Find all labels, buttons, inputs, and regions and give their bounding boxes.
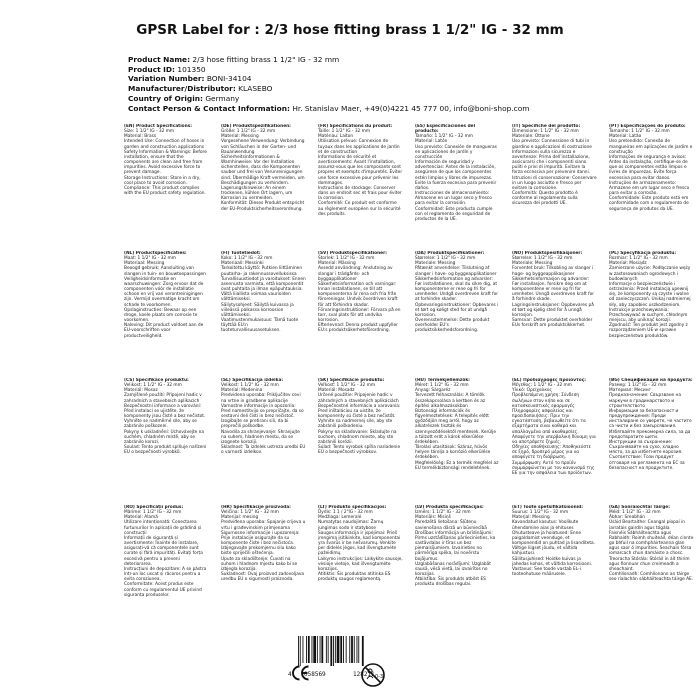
section-line: Påtænkt anvendelse: Tilslutning af slanger i have- og byggeapplikationer	[415, 266, 497, 277]
section-heading: (SK) Špecifikácie produktu:	[318, 378, 385, 383]
section-heading: (SL) Specifikacija izdelka:	[221, 378, 284, 383]
section-line: Bezpečnostní informace a varování: Před instalací se ujistěte, že komponenty jsou čisté a bez nečistot. Vyhněte se nadměrné síle, aby se zabránilo poškození.	[124, 403, 206, 430]
section-line: Safety Information & Warnings: Before installation, ensure that the components are clean and free from impurities. Avoid excessive force to prevent damage.	[124, 149, 207, 176]
section-line: Soulad: Tento produkt splňuje nařízení EU o bezpečnosti výrobků.	[124, 445, 207, 456]
language-section	[512, 124, 597, 241]
barcode-bar	[306, 636, 307, 663]
section-line: Izmērs: 1 1/2" IG - 32 mm	[415, 510, 471, 516]
section-line: Dimensione: 1 1/2" IG - 32 mm	[512, 129, 579, 135]
section-line: Materiāls: Misiņš	[415, 515, 451, 521]
section-line: Instructions de stockage: Conserver dans un endroit sec et frais pour éviter la corrosion.	[318, 185, 402, 202]
section-heading: (LV) Produkta specifikācijas:	[415, 505, 484, 510]
language-section	[318, 251, 403, 368]
barcode-bar	[328, 636, 329, 663]
section-line: Zgodność: Ten produkt jest zgodny z rozporządzeniem UE w sprawie bezpieczeństwa produktów.	[609, 323, 688, 339]
section-line: Sikkerhetsinformasjon og advarsler: Før installasjon, forsikre deg om at komponentene er rene og fri for urenheter. Unngå overdreven kraft for å forhindre skade.	[512, 276, 594, 303]
section-line: Ábhar: Sreabhán	[609, 515, 646, 521]
section-line: Materiál: Mosaz	[124, 388, 158, 394]
language-sections-grid	[124, 124, 700, 622]
section-line: Materiaal: Messing	[124, 261, 165, 267]
section-line: Storlek: 1 1/2" IG - 32 mm	[318, 256, 375, 262]
section-line: Συμμόρφωση: Αυτό το προϊόν συμμορφώνεται με τον κανονισμό της ΕΕ για την ασφάλεια των προϊόντων.	[512, 460, 595, 476]
section-line: Megfelelőség: Ez a termék megfelel az EU termékbiztonsági rendeletének.	[415, 460, 499, 471]
info-row	[128, 74, 688, 84]
section-line: Uso previsto: Conexión de mangueras en aplicaciones de jardín y construcción	[415, 144, 497, 160]
section-line: Rozmiar: 1 1/2" IG - 32 mm	[609, 256, 668, 262]
section-line: Tamanho: 1 1/2" IG - 32 mm	[609, 129, 670, 135]
section-line: Conformidade: Este produto está em conformidade com o regulamento de segurança de produtos da UE.	[609, 196, 689, 212]
section-line: Uso previsto: Connessione di tubi in giardino e applicazioni di costruzione	[512, 139, 592, 150]
section-line: Navodila za shranjevanje: Shranjujte na suhem, hladnem mestu, da se izognete koroziji.	[221, 429, 300, 445]
section-line: Drošības informācija un brīdinājumi: Pirms uzstādīšanas pārliecinieties, ka sastāvdaļas ir tīras un bez piemaisījumiem. Izvairieties no pārmērīga spēka, lai novērstu bojājumus.	[415, 530, 496, 562]
info-value: KLASEBO	[238, 84, 273, 94]
section-line: Material: Messing	[221, 134, 259, 140]
section-line: Treoracha Stórála: Stóráil in áit thirim agus fionnuar chun creimeadh a sheachaint.	[609, 556, 690, 572]
barcode-bar	[349, 636, 350, 663]
language-section	[415, 378, 500, 495]
section-line: Vorgesehene Verwendung: Verbindung von Schläuchen in der Garten- und Bauanwendung	[221, 139, 305, 155]
section-heading: (SV) Produktspecifikationer:	[318, 251, 387, 256]
info-row	[128, 55, 688, 65]
section-heading: (BG) Спецификация на продукта:	[609, 378, 693, 383]
section-line: Uzglabāšanas norādījumi: Uzglabāt sausā, vēsā vietā, lai izvairītos no korozijas.	[415, 561, 491, 578]
section-line: Forventet bruk: Tilkobling av slanger i hage- og byggeapplikasjoner	[512, 266, 594, 277]
section-line: Materjal: Messing	[512, 515, 550, 521]
section-heading: (EN) Product Specifications:	[124, 124, 192, 129]
section-line: Maat: 1 1/2" IG - 32 mm	[124, 256, 176, 262]
info-label: Variation Number:	[128, 74, 205, 84]
section-line: Materiał: Mosiądz	[609, 261, 647, 267]
section-line: Lagerungshinweise: An einem trockenen, kühlen Ort lagern, um Korrosion zu vermeiden.	[221, 185, 293, 202]
section-line: Varnostne informacije in opozorila: Pred namestitvijo se prepričajte, da so sestavni deli čisti in brez nečistoč. Izogibajte se pretirani sili, da bi preprečili poškodbe.	[221, 403, 304, 430]
info-value: 2/3 hose fitting brass 1 1/2" IG - 32 mm	[192, 55, 340, 64]
section-line: Vastavus: See toode vastab EL-i tooteohutuse määrusele.	[512, 566, 581, 578]
section-line: Съответствие: Този продукт отговаря на регламента на ЕС за безопасност на продуктите.	[609, 455, 685, 471]
section-line: Tárolási utasítások: Száraz, hűvös helyen tárolja a korrózió elkerülése érdekében.	[415, 445, 491, 461]
section-line: Zamierzone użycie: Podłączanie węży w zastosowaniach ogrodowych i budowlanych	[609, 266, 691, 282]
info-value: BONI-34104	[206, 74, 252, 84]
section-line: Materiál: Mosadz	[318, 388, 355, 394]
section-line: Størrelse: 1 1/2" IG - 32 mm	[512, 256, 573, 262]
section-line: Laikymo instrukcijos: Laikykite sausoje, vėsioje vietoje, kad išvengtumėte korozijos.	[318, 556, 403, 572]
section-line: Veličina: 1 1/2" IG - 32 mm	[221, 510, 279, 516]
section-line: Skladnost: Ta izdelek ustreza uredbi EU o varnosti izdelkov.	[221, 445, 306, 456]
barcode-bar	[357, 636, 358, 663]
section-line: Utilisation prévue: Connexion de tuyaux dans les applications de jardin et de construction	[318, 139, 400, 155]
section-line: Conformidad: Este producto cumple con el reglamento de seguridad de productos de la UE.	[415, 206, 493, 222]
section-line: Saugos informacija ir įspėjimai: Prieš įrengimą įsitikinkite, kad komponentai yra švarūs ir be nešvarumų. Venkite per didelės jėgos, kad išvengtumėte pažeidimų.	[318, 530, 401, 557]
section-line: Προβλεπόμενη χρήση: Σύνδεση σωλήνων στον κήπο και σε κατασκευαστικές εφαρμογές	[512, 393, 580, 409]
info-row	[128, 65, 688, 75]
section-line: Tamaño: 1 1/2" IG - 32 mm	[415, 134, 473, 140]
section-heading: (ES) Especificaciones del producto:	[415, 124, 476, 135]
section-line: Veľkosť: 1 1/2" IG - 32 mm	[318, 383, 376, 389]
info-row	[128, 84, 688, 94]
language-section	[609, 378, 694, 495]
section-line: Ohutusteave ja hoiatused: Enne paigaldamist veenduge, et komponendid on puhtad ja lisanditeta. Vältige liigset jõudu, et vältida kahjustusi.	[512, 530, 596, 557]
info-value: Germany	[205, 93, 240, 103]
section-line: Efterlevnad: Denna produkt uppfyller EU:s produktsäkerhetsförordning.	[318, 323, 398, 334]
language-section	[221, 124, 306, 241]
barcode-bar	[320, 636, 321, 663]
section-line: Overensstemmelse: Dette produkt overholder EU's produktsikkerhedsforordning.	[415, 318, 490, 334]
section-heading: (PL) Specyfikacja produktu:	[609, 251, 677, 256]
info-label: Country of Origin:	[128, 93, 203, 103]
section-heading: (RO) Specificații produs:	[124, 505, 184, 510]
barcode-bar	[330, 636, 332, 666]
section-line: Material: Latón	[415, 139, 448, 145]
section-line: Materiale: Ottone	[512, 134, 550, 140]
info-label: Contact Person & Contact Information:	[128, 103, 290, 113]
section-line: Informații de siguranță și avertismente: Înainte de instalare, asigurați-vă că componentele sunt curate și fără impurități. Evitați forța excesivă pentru a preveni deteriorarea.	[124, 535, 203, 567]
section-line: Určené použitie: Pripojenie hadíc v záhradných a stavebných aplikáciách	[318, 393, 399, 404]
language-section	[124, 251, 209, 368]
info-label: Manufacturer/Distributor:	[128, 84, 236, 94]
language-section	[609, 505, 694, 622]
section-line: Size: 1 1/2" IG - 32 mm	[124, 129, 175, 135]
section-line: Información de seguridad y advertencias: Antes de la instalación, asegúrese de que los componentes estén limpios y libres de impurezas. Evite la fuerza excesiva para prevenir daños.	[415, 160, 497, 191]
section-heading: (IT) Specifiche del prodotto:	[512, 124, 581, 129]
svg-text:0-3: 0-3	[375, 674, 384, 680]
language-section	[609, 251, 694, 368]
language-section	[221, 251, 306, 368]
section-line: Turvallisuustiedot ja varoitukset: Ennen asennusta varmista, että komponentit ovat puhtaita ja ilman epäpuhtauksia. Vältä liiallista voimaa vaurioiden välttämiseksi.	[221, 276, 306, 303]
language-section	[221, 505, 306, 622]
section-heading: (NL) Productspecificaties:	[124, 251, 187, 256]
section-heading: (PT) Especificações do produto:	[609, 124, 686, 129]
section-line: Conformitate: Acest produs este conform cu regulamentul UE privind siguranța produselor.	[124, 582, 202, 598]
language-section	[415, 124, 500, 241]
section-line: Säilitusjuhised: Hoidke kuivas ja jahedas kohas, et vältida korrosiooni.	[512, 556, 593, 567]
barcode-bar	[354, 636, 355, 663]
language-section	[318, 378, 403, 495]
section-line: Material: Latão	[609, 134, 642, 140]
section-line: Numatytas naudojimas: Žarnų jungimas sodo ir statybose	[318, 520, 384, 531]
section-line: Biztonsági információk és figyelmeztetések: A telepítés előtt győződjön meg arról, hogy az alkatrészek tiszták és szennyeződésektől mentesek. Kerülje a túlzott erőt a károk elkerülése érdekében.	[415, 408, 497, 445]
section-heading: (DA) Produktspecifikationer:	[415, 251, 485, 256]
section-line: Materiale: Messing	[415, 261, 456, 267]
barcode-left-group: 058569	[304, 671, 326, 678]
section-line: Faisnéis Sábháilteachta agus Rabhaidh: Roimh shuiteáil, déan cinnte go bhfuil na comhpháirteanna glan agus saor ó impurities. Seachain fórsa iomarcach chun damáiste a chosc.	[609, 530, 694, 557]
info-row	[128, 104, 688, 114]
section-line: Информация за безопасност и предупреждения: Преди инсталиране се уверете, че частите са чисти и без замърсявания. Избягвайте прекомерна сила, за да предотвратите щети.	[609, 408, 692, 440]
section-line: Sigurnosne informacije i upozorenja: Prije instalacije osigurajte da su komponente čiste i bez nečistoća. Izbjegavajte prekomjernu silu kako biste spriječili oštećenja.	[221, 530, 300, 557]
language-section	[318, 124, 403, 241]
section-heading: (FI) Tuotetiedot:	[221, 251, 261, 256]
section-line: Οδηγίες αποθήκευσης: Αποθηκεύστε σε ξηρό, δροσερό μέρος για να αποφύγετε τη διάβρωση.	[512, 445, 591, 461]
section-line: Méret: 1 1/2" IG - 32 mm	[415, 383, 469, 389]
barcode-bar	[340, 636, 342, 663]
section-line: Naleving: Dit product voldoet aan de EU-voorschriften voor productveiligheid.	[124, 323, 204, 339]
section-line: Material: Brass	[124, 134, 157, 140]
barcode-bar	[312, 636, 313, 663]
section-line: Comhlíonadh: Comhlíonann an táirge seo rialachán sábháilteachta táirge AE.	[609, 572, 694, 583]
info-value: 101350	[177, 64, 206, 74]
language-section	[512, 505, 597, 622]
label-title: GPSR Label for : 2/3 hose fitting brass 1 1/2" IG - 32 mm	[136, 22, 564, 38]
section-line: Förvaringsinstruktioner: Förvara på en torr, sval plats för att undvika korrosion.	[318, 307, 401, 324]
section-line: Инструкции за съхранение: Съхранявайте на сухо, хладно място, за да избегнете корозия.	[609, 439, 683, 456]
section-heading: (EL) Προδιαγραφές προϊόντος:	[512, 378, 586, 383]
language-section	[318, 505, 403, 622]
section-line: Samsvar: Dette produktet overholder EUs forskrift om produktsikkerhet.	[512, 318, 593, 329]
section-line: Avsedd användning: Anslutning av slangar i trädgårds- och byggapplikationer	[318, 266, 393, 282]
section-line: Velikost: 1 1/2" IG - 32 mm	[124, 383, 182, 389]
section-heading: (HR) Specifikacije proizvoda:	[221, 505, 291, 510]
section-line: Konformität: Dieses Produkt entspricht der EU-Produktsicherheitsverordnung.	[221, 201, 305, 212]
section-line: Informazioni sulla sicurezza e avvertenze: Prima dell'installazione, assicurarsi che i componenti siano puliti e privi di impurità. Evitare la forza eccessiva per prevenire danni.	[512, 149, 591, 176]
section-line: Zamýšlené použití: Připojení hadic v zahradních a stavebních aplikacích	[124, 393, 202, 404]
barcode-bar	[335, 636, 336, 663]
barcode-bar	[303, 636, 304, 663]
barcode-bar	[308, 636, 310, 663]
section-line: Säkerhetsinformation och varningar: Innan installationen, se till att komponenterna är rena och fria från föroreningar. Undvik överdriven kraft för att förhindra skador.	[318, 281, 398, 308]
section-line: Tervezett felhasználás: A tömlők összekapcsolása a kertben és az építési alkalmazásokban	[415, 393, 486, 409]
section-heading: (NO) Produktspesifikasjoner:	[512, 251, 583, 256]
section-line: Material: Medenina	[221, 388, 263, 394]
section-line: Materiaali: Messinki	[221, 261, 264, 267]
section-line: Υλικό: Ορείχαλκος	[512, 388, 553, 394]
language-section	[609, 124, 694, 241]
section-line: Instrukcje przechowywania: Przechowywać w suchym, chłodnym miejscu, aby uniknąć korozji.	[609, 307, 688, 324]
section-line: Beoogd gebruik: Aansluiting van slangen in tuin- en bouwtoepassingen	[124, 266, 206, 277]
section-line: Instrucțiuni de depozitare: A se păstra într-un loc uscat și răcoros pentru a evita coroziunea.	[124, 566, 207, 583]
section-heading: (GA) Sonraíochtaí Táirge:	[609, 505, 670, 510]
section-line: Размер: 1 1/2" IG - 32 mm	[609, 383, 667, 389]
section-line: Úsáid Beartaithe: Ceangal píopaí in iarratais gairdín agus tógála	[609, 520, 685, 531]
section-heading: (ET) Toote spetsifikatsioonid:	[512, 505, 583, 510]
section-line: Vaatimustenmukaisuus: Tämä tuote täyttää EU:n tuoteturvallisuusasetuksen.	[221, 318, 299, 334]
section-line: Méid: 1 1/2" IG - 32 mm	[609, 510, 661, 516]
section-line: Dydis: 1 1 / 2"IG - 32 mm	[318, 510, 373, 516]
section-line: Pokyny k uskladnění: Uchovávejte na suchém, chladném místě, aby se zabránilo korozi.	[124, 429, 204, 445]
section-line: Größe: 1 1/2" IG - 32 mm	[221, 129, 276, 135]
section-line: Paredzētā lietošana: Šļūteņu savienošana dārzā un būvniecībā	[415, 520, 487, 531]
section-heading: (HU) Termékjellemzők:	[415, 378, 470, 383]
section-line: Материал: Месинг	[609, 388, 651, 394]
section-line: Opslaginstructies: Bewaar op een droge, koele plaats om corrosie te voorkomen.	[124, 307, 198, 324]
section-line: Informations de sécurité et avertissements: Avant l'installation, assurez-vous que les composants sont propres et exempts d'impuretés. Éviter une force excessive pour prévenir les dommages.	[318, 154, 403, 186]
section-line: Bezpečnostné informácie a varovania: Pred inštaláciou sa uistite, že komponenty sú čisté a bez nečistôt. Vyhnite sa nadmernej sile, aby ste zabránili poškodeniu.	[318, 403, 401, 430]
product-info	[128, 55, 688, 113]
section-line: Materiale: Messing	[512, 261, 553, 267]
barcode-bar	[343, 636, 344, 663]
barcode-first-digit: 4	[288, 671, 292, 678]
section-line: Upute za skladištenje: Čuvati na suhom i hladnom mjestu kako bi se izbjegla korozija.	[221, 556, 298, 572]
section-line: Material: Mässing	[318, 261, 356, 267]
section-line: Kavandatud kasutus: Voolikute ühendamine aias ja ehituses	[512, 520, 579, 531]
info-value: Hr. Stanislav Maer, +49(0)4221 45 777 00, info@boni-shop.com	[292, 103, 530, 113]
section-line: Materijal: mesing	[221, 515, 259, 521]
section-line: Suurus: 1 1/2" IG - 32 mm	[512, 510, 569, 516]
section-line: Istruzioni di conservazione: Conservare in un luogo asciutto e fresco per evitare la corrosione.	[512, 175, 597, 191]
section-line: Atitiktis: Šis produktas atitinka ES produktų saugos reglamentą.	[318, 572, 391, 583]
barcode-bar	[346, 636, 347, 663]
section-heading: (DE) Produktspezifikationen:	[221, 124, 291, 129]
section-line: Intended Use: Connection of hoses in garden and construction applications	[124, 139, 205, 150]
barcode-bar	[326, 636, 327, 663]
section-line: Sicherheitsinformationen & Warnhinweise: Vor der Installation sicherstellen, dass die Komponenten sauber und frei von Verunreinigungen sind. Übermäßige Kraft vermeiden, um Beschädigungen zu verhindern.	[221, 154, 305, 186]
section-line: Conformità: Questo prodotto è conforme al regolamento sulla sicurezza dei prodotti UE.	[512, 191, 578, 207]
language-section	[124, 505, 209, 622]
section-line: Tarkoitettu käyttö: Putkien liittäminen puutarha- ja rakennussovelluksissa	[221, 266, 303, 277]
language-section	[512, 251, 597, 368]
section-line: Instrucciones de almacenamiento: Almacene en un lugar seco y fresco para evitar la corrosión.	[415, 191, 492, 207]
section-line: Предназначение: Свързване на маркучи в градинарството и строителството	[609, 393, 681, 409]
language-section	[124, 378, 209, 495]
info-label: Product ID:	[128, 64, 176, 74]
barcode-bar	[313, 636, 316, 663]
section-line: Veiligheidsinformatie en waarschuwingen: Zorg ervoor dat de componenten vóór de installatie schoon en vrij van verontreinigingen zijn. Vermijd overmatige kracht om schade te voorkomen.	[124, 276, 204, 308]
barcode-bar	[333, 636, 334, 666]
section-line: Conformité: Ce produit est conforme au règlement européen sur la sécurité des produits.	[318, 201, 401, 217]
info-label: Product Name:	[128, 55, 191, 64]
section-line: Πληροφορίες ασφαλείας και προειδοποιήσεις: Πριν την εγκατάσταση, βεβαιωθείτε ότι τα εξαρτήματα είναι καθαρά και απαλλαγμένα από ακαθαρσίες. Αποφύγετε την υπερβολική δύναμη για να αποτρέψετε ζημιές.	[512, 408, 596, 445]
barcode-bar	[351, 636, 353, 663]
language-section	[415, 505, 500, 622]
section-line: Säilytysohjeet: Säilytä kuivassa ja viileässä paikassa korroosion välttämiseksi.	[221, 302, 294, 318]
section-line: Mărime: 1 1/2" IG - 32 mm	[124, 510, 182, 516]
section-line: Compliance: This product complies with the EU product safety regulation.	[124, 185, 206, 197]
section-line: Taille: 1 1/2" IG - 32 mm	[318, 129, 371, 135]
barcode-bar	[317, 636, 318, 663]
section-heading: (FR) Spécifications du produit:	[318, 124, 393, 129]
section-line: Predvidena uporaba: Priključitev cevi na vrtne in gradbene aplikacije	[221, 393, 301, 404]
section-line: Μέγεθος: 1 1/2" IG - 32 mm	[512, 383, 572, 389]
section-line: Storage Instructions: Store in a dry, cool place to avoid corrosion.	[124, 175, 201, 186]
section-heading: (CS) Specifikace produktu:	[124, 378, 189, 383]
section-line: Medžiaga: Lemeralė	[318, 515, 362, 521]
section-line: Pokyny na skladovanie: Skladujte na suchom, chladnom mieste, aby ste zabránili korózii.	[318, 429, 397, 445]
section-line: Opbevaringsinstruktioner: Opbevares i et tørt og køligt sted for at undgå korrosion.	[415, 302, 499, 318]
section-line: Velikost: 1 1/2" IG - 32 mm	[221, 383, 279, 389]
section-line: Material: Alamă	[124, 515, 158, 521]
section-line: Súlad: Tento výrobok spĺňa nariadenie EÚ o bezpečnosti výrobkov.	[318, 445, 401, 456]
ce-mark-icon	[290, 662, 312, 684]
barcode-bar	[337, 636, 340, 663]
barcode-bar	[358, 636, 359, 663]
language-section	[124, 124, 209, 241]
language-section	[221, 378, 306, 495]
section-line: Anyag: Sárgaréz	[415, 388, 451, 394]
section-line: Informacje o bezpieczeństwie i ostrzeżenia: Przed instalacją upewnij się, że komponenty są czyste i wolne od zanieczyszczeń. Unikaj nadmiernej siły, aby zapobiec uszkodzeniom.	[609, 281, 691, 308]
section-line: Uso pretendido: Conexão de mangueiras em aplicações de jardim e construção	[609, 139, 693, 155]
language-section	[512, 378, 597, 495]
section-line: Atbilstība: Šis produkts atbilst ES produktu drošības regulai.	[415, 577, 486, 588]
section-line: Lagringsinstruksjoner: Oppbevares på et tørt og kjølig sted for å unngå korrosjon.	[512, 302, 594, 318]
barcode-right-group: 128211	[353, 671, 375, 678]
section-heading: (LT) Produkto specifikacijos:	[318, 505, 387, 510]
section-line: Instruções de armazenamento: Armazene em um lugar seco e fresco para evitar a corrosão.	[609, 180, 690, 197]
no-children-under-3-icon	[360, 662, 386, 688]
section-line: Sikkerhedsinformation og advarsler: Før installationen, skal du sikre dig, at komponenterne er rene og fri for urenheder. Undgå overdreven kraft for at forhindre skader.	[415, 276, 499, 303]
section-line: Predviđena uporaba: Spajanje crijeva u vrtu i građevinskim primjenama	[221, 520, 306, 531]
barcode-bar	[321, 636, 323, 663]
section-line: Matériau: Laiton	[318, 134, 354, 140]
info-row	[128, 94, 688, 104]
language-section	[415, 251, 500, 368]
section-line: Størrelse: 1 1/2" IG - 32 mm	[415, 256, 476, 262]
section-line: Utilizare intenționată: Conectarea furtunurilor în aplicații de grădină și construcții	[124, 520, 202, 536]
section-line: Informações de segurança e avisos: Antes da instalação, certifique-se de que os componentes estão limpos e livres de impurezas. Evite força excessiva para evitar danos.	[609, 154, 688, 181]
section-line: Sukladnost: Ovaj proizvod zadovoljava uredbu EU o sigurnosti proizvoda.	[221, 572, 305, 583]
section-line: Koko: 1 1/2" IG - 32 mm	[221, 256, 273, 262]
